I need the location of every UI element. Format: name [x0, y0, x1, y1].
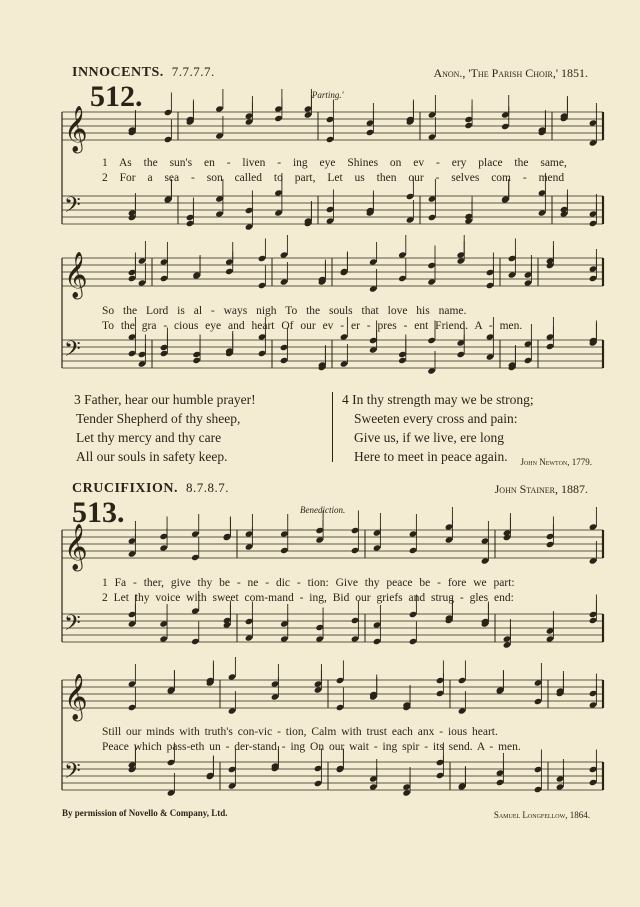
tune-meter: 7.7.7.7.	[171, 64, 215, 79]
treble-clef-icon: 𝄞	[64, 252, 88, 298]
tune-name: INNOCENTS.	[72, 65, 164, 80]
bass-clef-icon: 𝄢	[64, 337, 81, 367]
tune-name: CRUCIFIXION.	[72, 481, 178, 496]
verse-line: Sweeten every cross and pain:	[354, 411, 518, 426]
lyric-line-1: Still our minds with truth's con-vic - tion, Calm with trust each anx - ious heart.	[102, 726, 498, 738]
verse-line: 4 In thy strength may we be strong;	[342, 392, 534, 407]
verse-line: All our souls in safety keep.	[76, 449, 228, 464]
hymn-number: 513.	[72, 496, 125, 529]
lyric-line-2: 2 For a sea - son called to part, Let us then our - selves com - mend	[102, 172, 565, 184]
lyric-line-1: 1 As the sun's en - liven - ing eye Shines on ev - ery place the same,	[102, 157, 567, 169]
hymn-number: 512.	[90, 80, 143, 113]
bass-clef-icon: 𝄢	[64, 193, 81, 223]
verse-line: Let thy mercy and thy care	[76, 430, 222, 445]
words-credit: John Newton, 1779.	[520, 457, 592, 467]
tune-meter: 8.7.8.7.	[185, 480, 229, 495]
bass-clef-icon: 𝄢	[64, 611, 81, 641]
lyric-line-1: 1 Fa - ther, give thy be - ne - dic - tion: Give thy peace be - fore we part:	[102, 577, 515, 589]
hymn-subtitle: Benediction.	[300, 505, 346, 515]
lyric-line-2: Peace which pass-eth un - der-stand - ing On our wait - ing spir - its send. A - men.	[102, 741, 521, 753]
verse-line: Here to meet in peace again.	[354, 449, 508, 464]
composer-attribution: John Stainer, 1887.	[494, 482, 588, 496]
composer-attribution: Anon., 'The Parish Choir,' 1851.	[433, 66, 588, 80]
treble-clef-icon: 𝄞	[64, 524, 88, 570]
verse-line: 3 Father, hear our humble prayer!	[74, 392, 256, 407]
words-credit: Samuel Longfellow, 1864.	[493, 810, 590, 820]
lyric-line-2: 2 Let thy voice with sweet com-mand - ing, Bid our griefs and strug - gles end:	[102, 592, 514, 604]
lyric-line-2: To the gra - cious eye and heart Of our ev - er - pres - ent Friend. A - men.	[102, 320, 523, 332]
verse-line: Tender Shepherd of thy sheep,	[76, 411, 241, 426]
verse-line: Give us, if we live, ere long	[354, 430, 504, 445]
permission-note: By permission of Novello & Company, Ltd.	[62, 808, 228, 818]
lyric-line-1: So the Lord is al - ways nigh To the souls that love his name.	[102, 305, 467, 317]
bass-clef-icon: 𝄢	[64, 759, 81, 789]
treble-clef-icon: 𝄞	[64, 674, 88, 720]
treble-clef-icon: 𝄞	[64, 106, 88, 152]
hymn-subtitle: 'Parting.'	[310, 90, 344, 100]
